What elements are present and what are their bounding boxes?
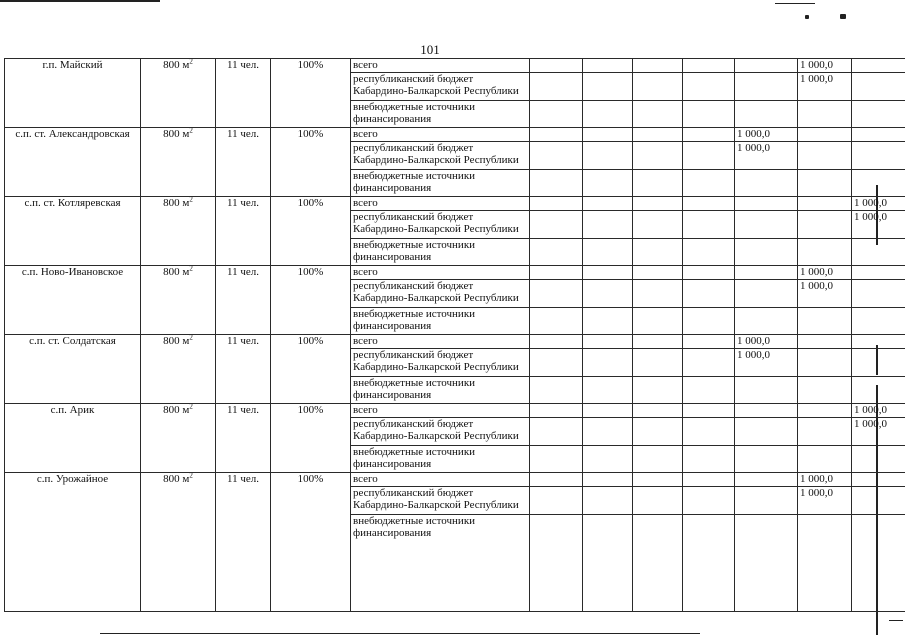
area-value-text: 800 м — [163, 128, 190, 140]
source-republic: республиканский бюджет Кабардино-Балкарской Республики — [351, 487, 530, 515]
amount-cell — [735, 515, 798, 612]
amount-cell — [530, 515, 583, 612]
corner-mark — [840, 14, 846, 19]
amount-cell — [683, 59, 735, 73]
amount-cell — [583, 266, 633, 280]
settlement-name — [5, 404, 141, 473]
amount-cell: 1 000,0 — [798, 266, 852, 280]
amount-cell — [530, 197, 583, 211]
source-republic: республиканский бюджет Кабардино-Балкарской Республики — [351, 418, 530, 446]
amount-cell — [852, 59, 905, 73]
amount-cell: 1 000,0 — [798, 73, 852, 101]
amount-cell — [530, 266, 583, 280]
settlement-name-text: с.п. ст. Солдатская — [29, 335, 116, 347]
amount-cell — [798, 349, 852, 377]
amount-cell: 1 000,0 — [735, 349, 798, 377]
amount-cell — [683, 239, 735, 266]
amount-cell — [735, 197, 798, 211]
amount-cell — [633, 59, 683, 73]
amount-cell — [683, 377, 735, 404]
amount-cell — [583, 101, 633, 128]
amount-cell — [530, 101, 583, 128]
amount-cell — [530, 59, 583, 73]
amount-cell — [735, 487, 798, 515]
amount-cell — [683, 170, 735, 197]
amount-cell — [852, 170, 905, 197]
people-count — [216, 473, 271, 612]
amount-cell — [683, 349, 735, 377]
source-republic: республиканский бюджет Кабардино-Балкарской Республики — [351, 142, 530, 170]
area-value — [141, 128, 216, 197]
amount-cell — [530, 473, 583, 487]
amount-cell — [852, 308, 905, 335]
table-row — [5, 404, 905, 418]
people-count — [216, 404, 271, 473]
amount-cell — [633, 335, 683, 349]
area-value-text: 800 м — [163, 404, 190, 416]
area-unit-superscript: 2 — [189, 472, 193, 480]
table-body — [5, 59, 905, 612]
amount-cell — [530, 335, 583, 349]
amount-cell — [798, 377, 852, 404]
amount-cell — [583, 308, 633, 335]
source-extra: внебюджетные источники финансирования — [351, 239, 530, 266]
amount-cell — [583, 211, 633, 239]
amount-cell — [633, 197, 683, 211]
amount-cell — [683, 128, 735, 142]
amount-cell — [798, 308, 852, 335]
amount-cell — [735, 170, 798, 197]
budget-table — [4, 58, 905, 612]
area-unit-superscript: 2 — [189, 265, 193, 273]
amount-cell — [735, 377, 798, 404]
amount-cell — [683, 197, 735, 211]
amount-cell — [530, 487, 583, 515]
amount-cell — [633, 349, 683, 377]
area-value — [141, 335, 216, 404]
amount-cell: 1 000,0 — [798, 280, 852, 308]
amount-cell — [583, 473, 633, 487]
percent-value-text: 100% — [297, 335, 324, 347]
amount-cell — [735, 280, 798, 308]
amount-cell — [633, 446, 683, 473]
amount-cell — [633, 211, 683, 239]
source-total: всего — [351, 473, 530, 487]
source-total: всего — [351, 59, 530, 73]
amount-cell — [633, 418, 683, 446]
percent-value-text: 100% — [297, 197, 324, 209]
people-count — [216, 197, 271, 266]
amount-cell — [852, 515, 905, 612]
percent-value — [271, 335, 351, 404]
amount-cell — [852, 349, 905, 377]
percent-value — [271, 473, 351, 612]
amount-cell — [798, 335, 852, 349]
source-extra: внебюджетные источники финансирования — [351, 377, 530, 404]
settlement-name — [5, 197, 141, 266]
amount-cell — [583, 128, 633, 142]
settlement-name-text: с.п. ст. Котляревская — [24, 197, 121, 209]
table-row — [5, 197, 905, 211]
settlement-name — [5, 128, 141, 197]
table-row — [5, 473, 905, 487]
percent-value-text: 100% — [297, 59, 324, 71]
area-value — [141, 266, 216, 335]
source-extra: внебюджетные источники финансирования — [351, 101, 530, 128]
amount-cell — [683, 211, 735, 239]
amount-cell — [798, 211, 852, 239]
people-count-text: 11 чел. — [227, 473, 259, 485]
amount-cell — [633, 170, 683, 197]
amount-cell — [735, 101, 798, 128]
amount-cell — [633, 142, 683, 170]
people-count-text: 11 чел. — [227, 197, 259, 209]
amount-cell — [633, 280, 683, 308]
amount-cell — [735, 446, 798, 473]
settlement-name-text: с.п. ст. Александровская — [15, 128, 130, 140]
amount-cell — [583, 73, 633, 101]
table-row — [5, 128, 905, 142]
table-row — [5, 266, 905, 280]
area-unit-superscript: 2 — [189, 58, 193, 66]
settlement-name — [5, 335, 141, 404]
amount-cell — [583, 349, 633, 377]
amount-cell — [683, 418, 735, 446]
source-republic: республиканский бюджет Кабардино-Балкарской Республики — [351, 211, 530, 239]
amount-cell — [852, 446, 905, 473]
area-value — [141, 59, 216, 128]
amount-cell — [798, 239, 852, 266]
area-value — [141, 473, 216, 612]
amount-cell — [583, 446, 633, 473]
amount-cell — [583, 239, 633, 266]
source-republic: республиканский бюджет Кабардино-Балкарской Республики — [351, 73, 530, 101]
amount-cell — [633, 377, 683, 404]
amount-cell — [633, 128, 683, 142]
amount-cell — [798, 418, 852, 446]
amount-cell — [530, 280, 583, 308]
amount-cell — [633, 404, 683, 418]
percent-value-text: 100% — [297, 266, 324, 278]
area-unit-superscript: 2 — [189, 196, 193, 204]
amount-cell: 1 000,0 — [798, 473, 852, 487]
corner-mark — [805, 15, 809, 19]
people-count — [216, 335, 271, 404]
people-count-text: 11 чел. — [227, 335, 259, 347]
amount-cell — [852, 128, 905, 142]
amount-cell — [530, 308, 583, 335]
area-value-text: 800 м — [163, 473, 190, 485]
amount-cell — [852, 142, 905, 170]
page-number: 101 — [420, 42, 440, 57]
amount-cell — [798, 404, 852, 418]
settlement-name — [5, 59, 141, 128]
area-value-text: 800 м — [163, 335, 190, 347]
amount-cell — [683, 280, 735, 308]
amount-cell — [530, 73, 583, 101]
top-scan-line — [0, 0, 160, 2]
amount-cell — [583, 418, 633, 446]
amount-cell — [583, 487, 633, 515]
percent-value — [271, 404, 351, 473]
amount-cell — [583, 59, 633, 73]
bottom-scan-line — [100, 633, 700, 634]
amount-cell: 1 000,0 — [735, 142, 798, 170]
amount-cell — [852, 335, 905, 349]
amount-cell — [633, 266, 683, 280]
amount-cell — [852, 101, 905, 128]
amount-cell — [683, 446, 735, 473]
amount-cell — [735, 73, 798, 101]
amount-cell — [735, 59, 798, 73]
amount-cell — [852, 73, 905, 101]
area-unit-superscript: 2 — [189, 127, 193, 135]
amount-cell — [530, 446, 583, 473]
amount-cell — [633, 73, 683, 101]
percent-value — [271, 266, 351, 335]
amount-cell — [683, 308, 735, 335]
percent-value — [271, 197, 351, 266]
source-extra: внебюджетные источники финансирования — [351, 170, 530, 197]
source-extra: внебюджетные источники финансирования — [351, 515, 530, 612]
area-value-text: 800 м — [163, 59, 190, 71]
amount-cell — [735, 308, 798, 335]
people-count-text: 11 чел. — [227, 404, 259, 416]
top-right-scan-line — [775, 3, 815, 4]
amount-cell — [633, 473, 683, 487]
amount-cell — [798, 515, 852, 612]
settlement-name-text: г.п. Майский — [42, 59, 103, 71]
amount-cell — [683, 404, 735, 418]
source-republic: республиканский бюджет Кабардино-Балкарской Республики — [351, 280, 530, 308]
table-row — [5, 59, 905, 73]
amount-cell — [583, 197, 633, 211]
table-row — [5, 335, 905, 349]
source-total: всего — [351, 335, 530, 349]
amount-cell — [530, 349, 583, 377]
amount-cell — [852, 487, 905, 515]
amount-cell — [735, 418, 798, 446]
amount-cell — [798, 128, 852, 142]
amount-cell: 1 000,0 — [798, 487, 852, 515]
people-count-text: 11 чел. — [227, 266, 259, 278]
amount-cell — [798, 197, 852, 211]
amount-cell — [683, 266, 735, 280]
settlement-name-text: с.п. Арик — [50, 404, 95, 416]
area-value-text: 800 м — [163, 197, 190, 209]
amount-cell — [683, 335, 735, 349]
amount-cell — [683, 101, 735, 128]
amount-cell — [583, 170, 633, 197]
people-count-text: 11 чел. — [227, 128, 259, 140]
percent-value — [271, 128, 351, 197]
amount-cell — [798, 170, 852, 197]
amount-cell: 1 000,0 — [798, 59, 852, 73]
amount-cell — [530, 170, 583, 197]
amount-cell — [852, 377, 905, 404]
amount-cell — [530, 404, 583, 418]
amount-cell — [530, 377, 583, 404]
amount-cell — [683, 473, 735, 487]
source-total: всего — [351, 404, 530, 418]
amount-cell — [583, 404, 633, 418]
amount-cell — [633, 487, 683, 515]
source-extra: внебюджетные источники финансирования — [351, 446, 530, 473]
source-total: всего — [351, 197, 530, 211]
amount-cell — [583, 142, 633, 170]
amount-cell — [852, 280, 905, 308]
amount-cell — [633, 308, 683, 335]
amount-cell — [530, 239, 583, 266]
amount-cell — [683, 73, 735, 101]
amount-cell — [735, 239, 798, 266]
source-republic: республиканский бюджет Кабардино-Балкарской Республики — [351, 349, 530, 377]
amount-cell — [852, 266, 905, 280]
amount-cell: 1 000,0 — [852, 404, 905, 418]
amount-cell — [530, 128, 583, 142]
amount-cell — [583, 515, 633, 612]
area-value-text: 800 м — [163, 266, 190, 278]
area-unit-superscript: 2 — [189, 403, 193, 411]
amount-cell — [735, 266, 798, 280]
amount-cell — [583, 377, 633, 404]
area-value — [141, 404, 216, 473]
percent-value-text: 100% — [297, 404, 324, 416]
amount-cell — [683, 142, 735, 170]
settlement-name-text: с.п. Ново-Ивановское — [21, 266, 124, 278]
source-total: всего — [351, 266, 530, 280]
amount-cell — [852, 473, 905, 487]
percent-value-text: 100% — [297, 473, 324, 485]
settlement-name — [5, 473, 141, 612]
amount-cell — [683, 487, 735, 515]
amount-cell — [798, 142, 852, 170]
people-count — [216, 59, 271, 128]
percent-value-text: 100% — [297, 128, 324, 140]
source-extra: внебюджетные источники финансирования — [351, 308, 530, 335]
amount-cell — [530, 142, 583, 170]
people-count — [216, 266, 271, 335]
settlement-name-text: с.п. Урожайное — [36, 473, 109, 485]
amount-cell — [633, 515, 683, 612]
amount-cell: 1 000,0 — [735, 335, 798, 349]
amount-cell — [633, 101, 683, 128]
amount-cell — [583, 335, 633, 349]
settlement-name — [5, 266, 141, 335]
amount-cell: 1 000,0 — [852, 418, 905, 446]
amount-cell — [852, 239, 905, 266]
people-count-text: 11 чел. — [227, 59, 259, 71]
amount-cell — [798, 101, 852, 128]
amount-cell — [798, 446, 852, 473]
amount-cell: 1 000,0 — [852, 197, 905, 211]
area-unit-superscript: 2 — [189, 334, 193, 342]
right-edge-dash — [889, 620, 903, 621]
amount-cell — [735, 211, 798, 239]
amount-cell — [735, 404, 798, 418]
amount-cell — [583, 280, 633, 308]
area-value — [141, 197, 216, 266]
amount-cell — [530, 211, 583, 239]
percent-value — [271, 59, 351, 128]
amount-cell — [735, 473, 798, 487]
amount-cell: 1 000,0 — [852, 211, 905, 239]
amount-cell — [530, 418, 583, 446]
amount-cell: 1 000,0 — [735, 128, 798, 142]
amount-cell — [683, 515, 735, 612]
source-total: всего — [351, 128, 530, 142]
amount-cell — [633, 239, 683, 266]
people-count — [216, 128, 271, 197]
